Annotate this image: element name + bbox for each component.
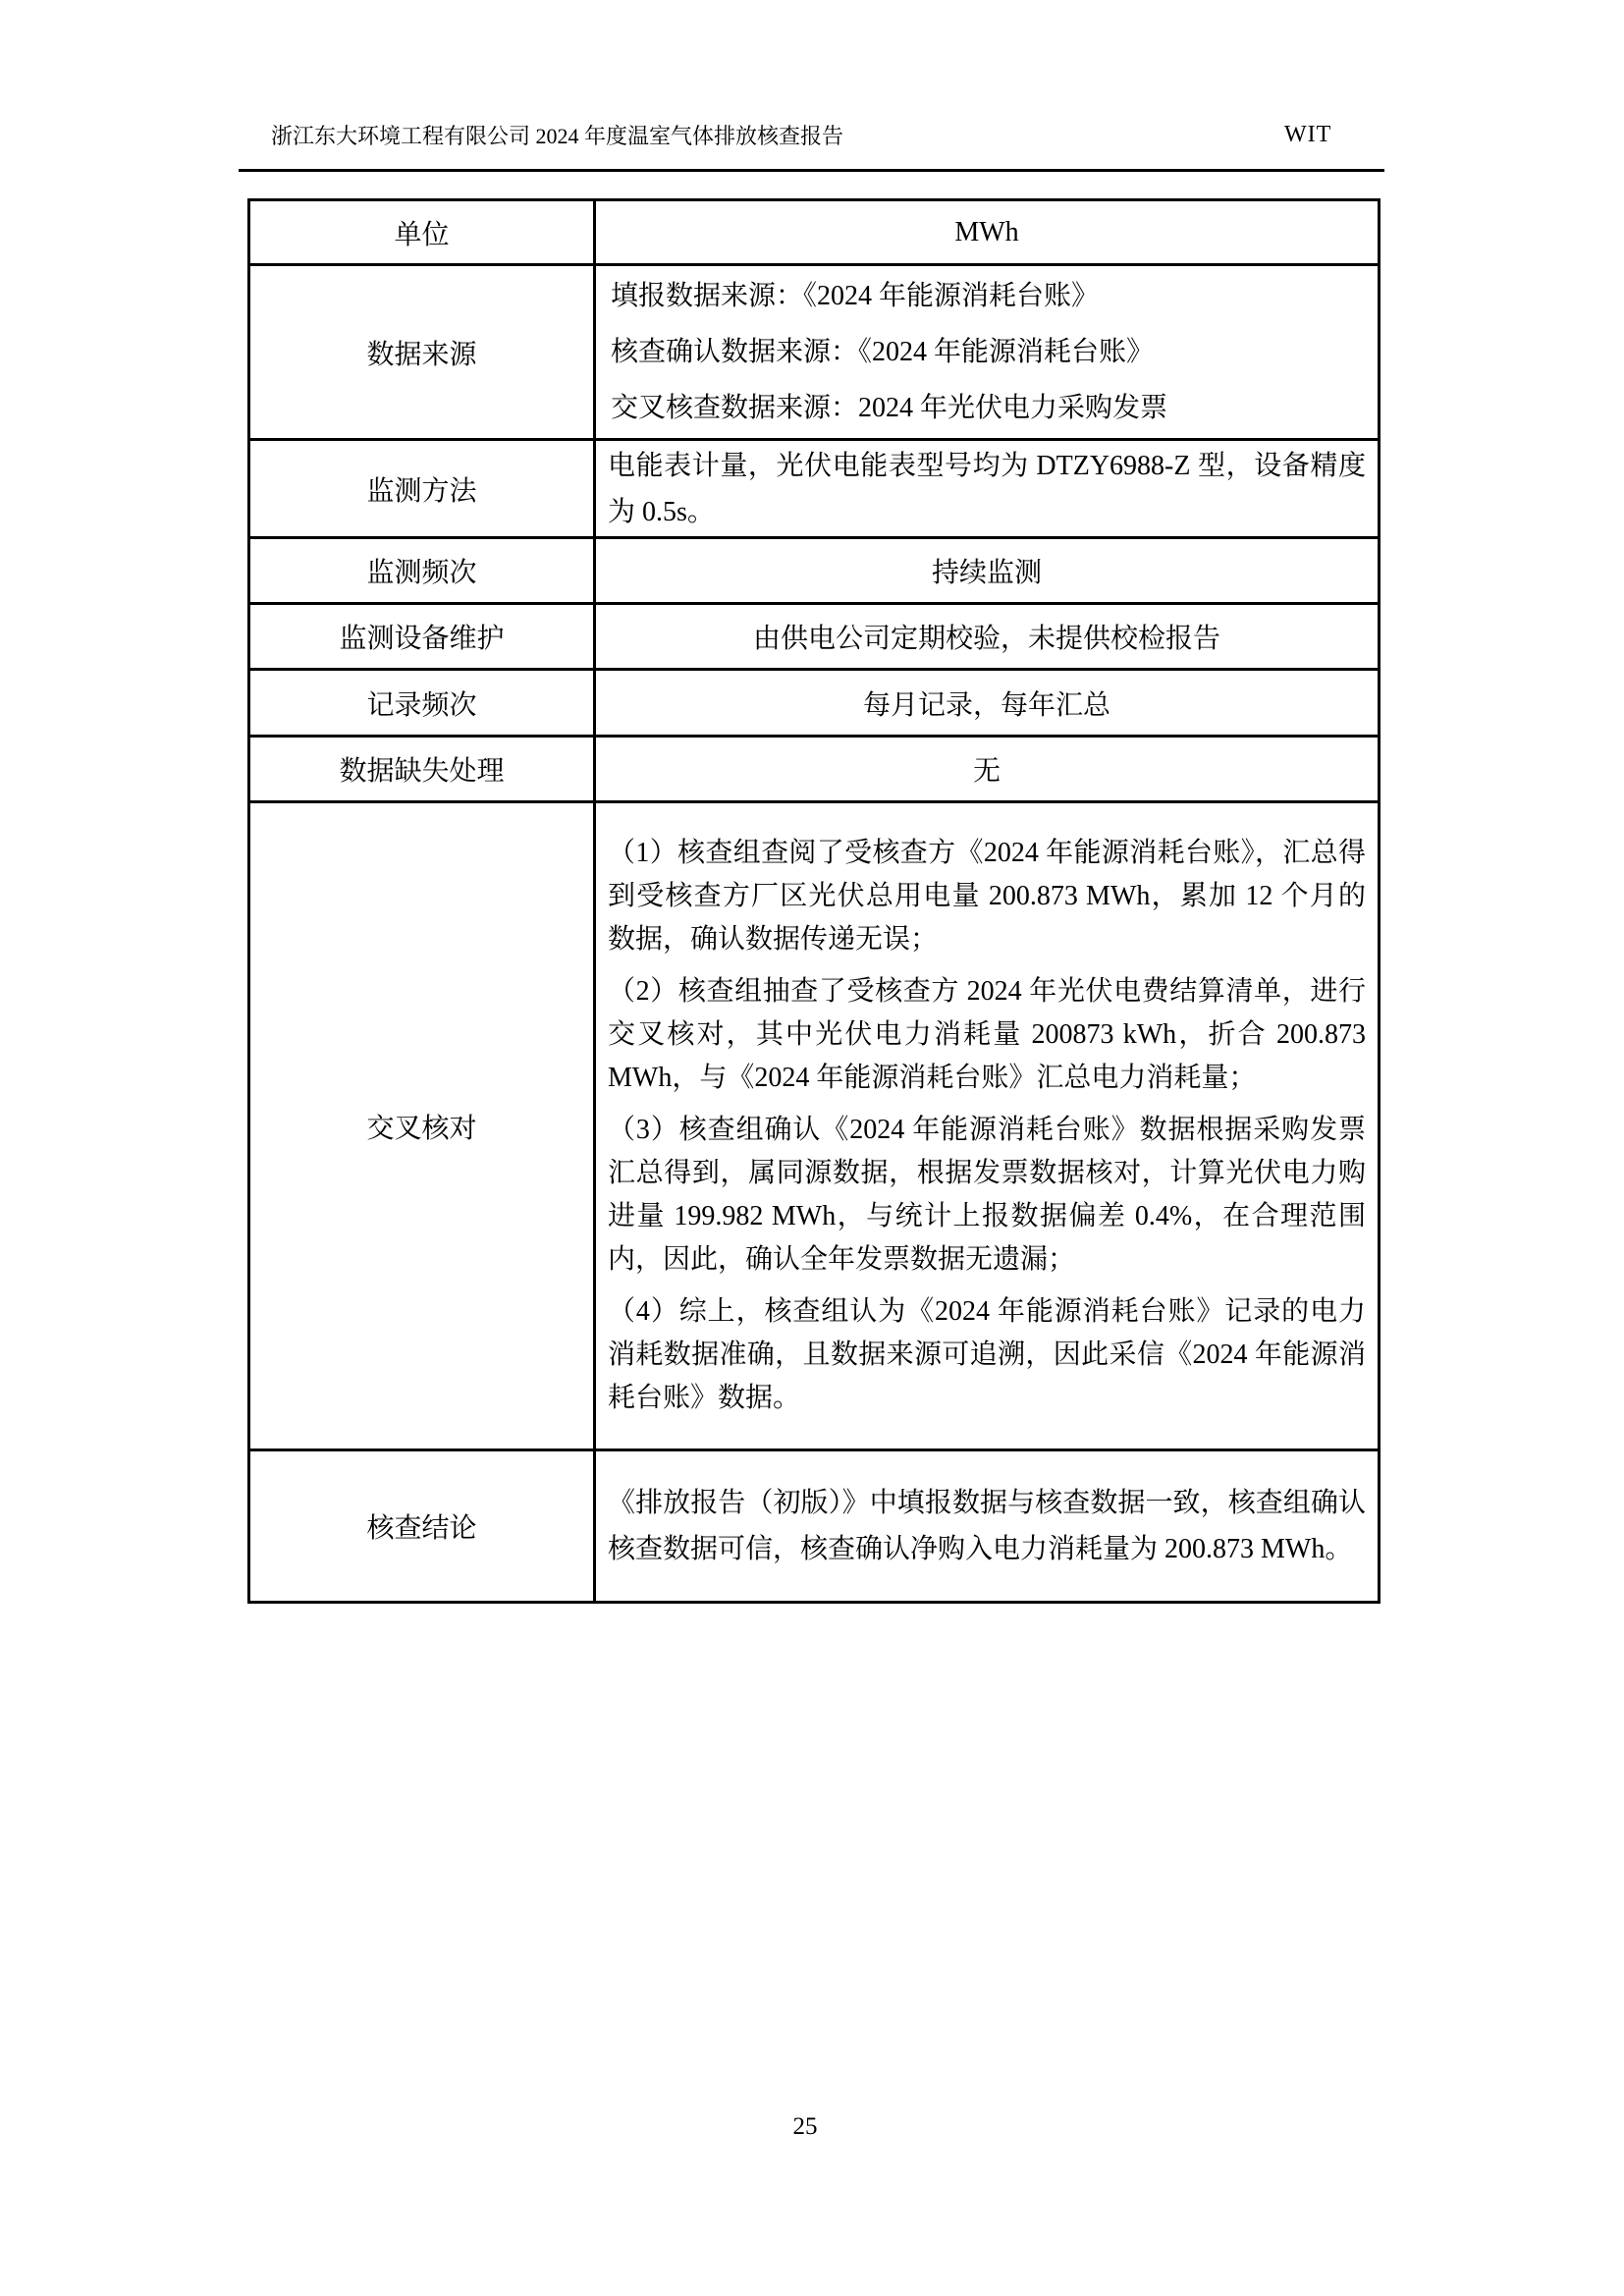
data-source-line-reported: 填报数据来源：《2024 年能源消耗台账》	[611, 281, 1100, 311]
table-row-missing-data-handling	[249, 737, 1380, 802]
header-rule	[239, 169, 1384, 172]
table-row-monitoring-frequency	[249, 538, 1380, 604]
verification-conclusion-text: 《排放报告（初版）》中填报数据与核查数据一致，核查组确认核查数据可信，核查确认净购入电力消耗量为 200.873 MWh。	[608, 1488, 1366, 1564]
row-label-unit: 单位	[249, 200, 595, 265]
row-value-data-source	[595, 265, 1380, 440]
cross-check-paragraph-4: （4）综上，核查组认为《2024 年能源消耗台账》记录的电力消耗数据准确，且数据来源可追溯，因此采信《2024 年能源消耗台账》数据。	[608, 1296, 1366, 1413]
verification-table	[247, 198, 1380, 1604]
table-row-cross-check	[249, 802, 1380, 1450]
row-label-equipment-maintenance: 监测设备维护	[249, 604, 595, 670]
row-value-monitoring-frequency: 持续监测	[595, 538, 1380, 604]
cross-check-paragraph-2: （2）核查组抽查了受核查方 2024 年光伏电费结算清单，进行交叉核对，其中光伏电力消耗量 200873 kWh，折合 200.873 MWh，与《2024 年能源消耗台账》汇总电力消耗量；	[608, 976, 1366, 1093]
data-source-line-crosscheck: 交叉核查数据来源：2024 年光伏电力采购发票	[611, 393, 1168, 423]
table-row-equipment-maintenance	[249, 604, 1380, 670]
row-label-monitoring-frequency: 监测频次	[249, 538, 595, 604]
row-label-cross-check: 交叉核对	[249, 802, 595, 1450]
header-brand-wit: WIT	[1284, 122, 1332, 147]
row-value-record-frequency: 每月记录，每年汇总	[595, 670, 1380, 737]
row-value-missing-data-handling: 无	[595, 737, 1380, 802]
row-label-record-frequency: 记录频次	[249, 670, 595, 737]
table-row-monitoring-method	[249, 440, 1380, 538]
table-row-record-frequency	[249, 670, 1380, 737]
row-value-equipment-maintenance: 由供电公司定期校验，未提供校检报告	[595, 604, 1380, 670]
row-value-unit: MWh	[595, 200, 1380, 265]
row-label-verification-conclusion: 核查结论	[249, 1450, 595, 1603]
row-value-cross-check	[595, 802, 1380, 1450]
table-row-data-source	[249, 265, 1380, 440]
data-source-line-verified: 核查确认数据来源：《2024 年能源消耗台账》	[611, 337, 1155, 367]
row-value-verification-conclusion	[595, 1450, 1380, 1603]
cross-check-paragraph-1: （1）核查组查阅了受核查方《2024 年能源消耗台账》，汇总得到受核查方厂区光伏总用电量 200.873 MWh，累加 12 个月的数据，确认数据传递无误；	[608, 838, 1366, 955]
page-number: 25	[792, 2113, 818, 2140]
row-value-monitoring-method	[595, 440, 1380, 538]
cross-check-paragraph-3: （3）核查组确认《2024 年能源消耗台账》数据根据采购发票汇总得到，属同源数据，根据发票数据核对，计算光伏电力购进量 199.982 MWh，与统计上报数据偏差 0.4%，在合理范围内，因此，确认全年发票数据无遗漏；	[608, 1115, 1366, 1275]
row-label-monitoring-method: 监测方法	[249, 440, 595, 538]
header-title: 浙江东大环境工程有限公司 2024 年度温室气体排放核查报告	[271, 124, 844, 148]
monitoring-method-text: 电能表计量，光伏电能表型号均为 DTZY6988-Z 型，设备精度为 0.5s。	[608, 450, 1366, 527]
row-label-data-source: 数据来源	[249, 265, 595, 440]
row-label-missing-data-handling: 数据缺失处理	[249, 737, 595, 802]
table-row-unit	[249, 200, 1380, 265]
table-row-verification-conclusion	[249, 1450, 1380, 1603]
